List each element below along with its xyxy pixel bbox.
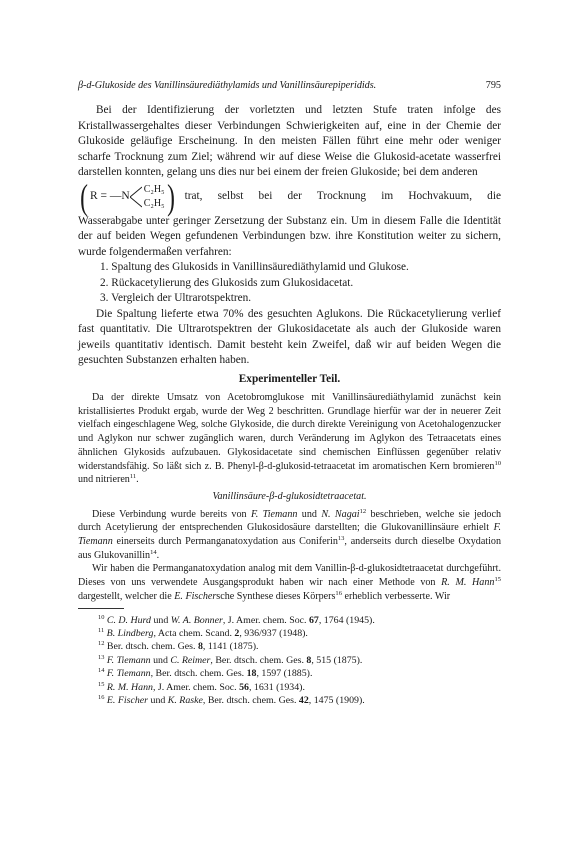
running-title: β-d-Glukoside des Vanillinsäurediäthylamids und Vanillinsäurepiperidids. (78, 80, 377, 91)
ref-15: 15 (494, 576, 501, 584)
footnote-item: $^{12}$ Ber. dtsch. chem. Ges. 8, 1141 (1875). (98, 640, 259, 653)
ref-13: 13 (337, 535, 345, 543)
step-item: 1. Spaltung des Glukosids in Vanillinsäurediäthylamid und Glukose. (100, 261, 409, 273)
section-heading: Experimenteller Teil. (238, 372, 341, 385)
subsection-paragraph-1: Diese Verbindung wurde bereits von F. Tiemann und N. Nagai$^{12}$ beschrieben, welche sie jedoch durch Acetylierung der entsprechenden Glukosidosäure darstellten; die Glukovanillinsäure erhielt F. Tiemann einerseits durch Permanganatoxydation aus Coniferin$^{13}$, anderseits durch dieselbe Oxydation aus Glukovanillin$^{14}$. (78, 507, 501, 561)
ref-12: 12 (359, 507, 367, 515)
step-item: 3. Vergleich der Ultrarotspektren. (100, 292, 252, 304)
close-paren: ) (166, 176, 175, 217)
formula-branches (144, 183, 165, 211)
procedure-steps (78, 260, 501, 307)
footnote-item: $^{14}$ F. Tiemann, Ber. dtsch. chem. Ges. 18, 1597 (1885). (98, 667, 313, 680)
footnote-item: $^{11}$ B. Lindberg, Acta chem. Scand. 2, 936/937 (1948). (98, 626, 308, 639)
footnote-item: $^{16}$ E. Fischer und K. Raske, Ber. dtsch. chem. Ges. 42, 1475 (1909). (98, 693, 365, 706)
formula-trailing-text: trat, selbst bei der Trocknung im Hochvakuum, die (184, 189, 501, 202)
formula-line (78, 176, 501, 217)
subsection-paragraph-2: Wir haben die Permanganatoxydation analog mit dem Vanillin-β-d-glukosidtetraacetat durchgeführt. Dieses von uns verwendete Ausgangsprodukt haben wir nach einer Methode von R. M. Hann$^{15}$ dargestellt, welcher die E. Fischersche Synthese dieses Körpers$^{16}$ erheblich verbesserte. Wir (78, 563, 501, 602)
paragraph-2: Die Spaltung lieferte etwa 70% des gesuchten Aglukons. Die Rückacetylierung verlief fast quantitativ. Die Ultrarotspektren der Glukosidacetate als auch der Glukoside waren jeweils quantitativ identisch. Damit besteht kein Zweifel, daß wir auf beiden Wegen die gesuchten Substanzen erhalten haben. (78, 307, 501, 366)
footnote-item: $^{10}$ C. D. Hurd und W. A. Bonner, J. Amer. chem. Soc. 67, 1764 (1945). (98, 613, 375, 626)
footnote-item: $^{13}$ F. Tiemann und C. Reimer, Ber. dtsch. chem. Ges. 8, 515 (1875). (98, 653, 363, 666)
footnotes (78, 614, 501, 708)
experimental-section (78, 391, 501, 604)
open-paren: ( (80, 176, 88, 217)
footnote-rule (78, 608, 124, 609)
ref-11: 11 (129, 473, 137, 481)
ref-16: 16 (335, 589, 342, 597)
ref-14: 14 (150, 548, 157, 556)
running-header (78, 80, 501, 91)
step-item: 2. Rückacetylierung des Glukosids zum Glukosidacetat. (100, 276, 354, 289)
diethylamino-formula (90, 183, 165, 211)
formula-top-group: C₂H₅ (143, 183, 165, 195)
subsection-heading: Vanillinsäure-β-d-glukosidtetraacetat. (212, 490, 367, 502)
paragraph-1b: Wasserabgabe unter geringer Zersetzung der Substanz ein. Um in diesem Falle die Identität der auf beiden Wegen gefundenen Verbindungen bzw. ihre Konstitution weiter zu sichern, wurde folgendermaßen verfahren: (78, 214, 501, 258)
footnote-item: $^{15}$ R. M. Hann, J. Amer. chem. Soc. 56, 1631 (1934). (98, 680, 305, 693)
formula-bottom-group: C₂H₅ (143, 197, 165, 209)
ref-10: 10 (494, 459, 501, 467)
experimental-paragraph: Da der direkte Umsatz von Acetobromglukose mit Vanillinsäurediäthylamid zunächst kein kristallisiertes Produkt ergab, wurde der Weg 2 beschritten. Grundlage hierfür war der in neuerer Zeit vielfach eingeschlagene Weg, solche Glykoside, die durch direkte Vereinigung von Acetohalogenzucker und Aglykon nur schwer zugänglich waren, durch Veränderung im Aglykon des Tetraacetats eines ähnlichen Glykosids aufzubauen. Glykosidacetate sind chemischen Einflüssen gegenüber relativ widerstandsfähig. So läßt sich z. B. Phenyl-β-d-glukosid-tetraacetat im aromatischen Kern bromieren$^{10}$ und nitrieren$^{11}$. (78, 392, 501, 486)
page-number: 795 (485, 80, 501, 91)
paragraph-1a: Bei der Identifizierung der vorletzten und letzten Stufe traten infolge des Kristallwassergehaltes dieser Verbindungen Schwierigkeiten auf, eine in der Chemie der Glukoside geläufige Erscheinung. In den meisten Fällen führt eine mehr oder weniger scharfe Trocknung zum Ziel; während wir auf diese Weise die Glukosid-acetate wasserfrei darstellen konnten, gelang uns dies nur bei einem der freien Glukoside; bei dem anderen (78, 104, 501, 178)
formula-lhs: R = —N (90, 189, 130, 202)
main-text (78, 103, 501, 707)
branch-bonds (130, 184, 142, 210)
